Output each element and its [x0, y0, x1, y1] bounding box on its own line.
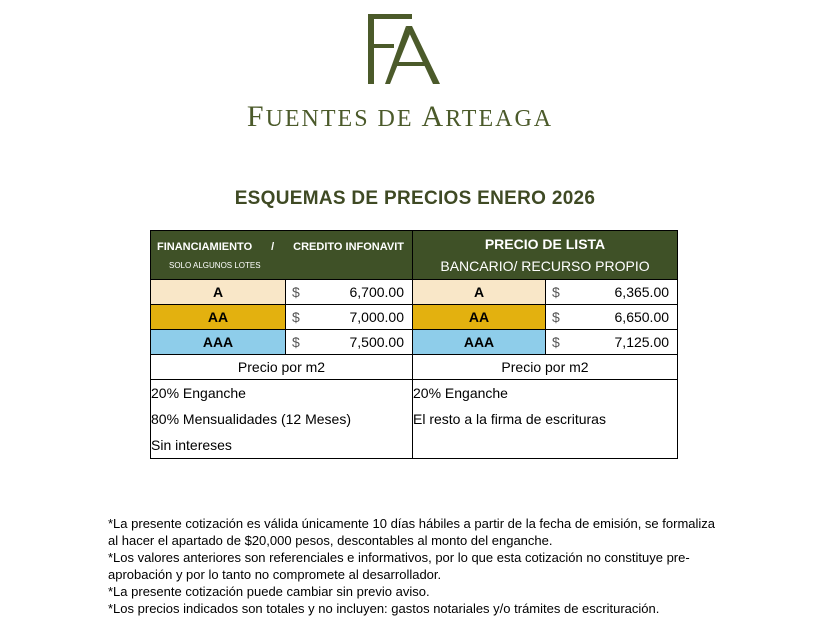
infonavit-label: CREDITO INFONAVIT [293, 240, 404, 253]
fa-monogram-logo [358, 8, 448, 88]
disclaimer-notes [108, 515, 718, 617]
financiamiento-header [151, 231, 413, 280]
condition-line: Sin intereses [151, 437, 232, 453]
financiamiento-label: FINANCIAMIENTO [157, 240, 253, 253]
condition-line: 80% Mensualidades (12 Meses) [151, 411, 351, 427]
unit-label-right: Precio por m2 [413, 355, 678, 380]
class-cell: A [413, 280, 546, 305]
condition-line: 20% Enganche [413, 385, 508, 401]
table-row [151, 305, 678, 330]
price-cell: $ 6,700.00 [286, 280, 413, 305]
conditions-left [151, 380, 413, 459]
class-cell: AA [151, 305, 286, 330]
class-cell: AAA [151, 330, 286, 355]
brand-name: FUENTES DE ARTEAGA [246, 100, 554, 133]
condition-line: El resto a la firma de escrituras [413, 411, 606, 427]
note-line: *Los valores anteriores son referenciales e informativos, por lo que esta cotización no constituye pre-aprobación y por lo tanto no compromete al desarrollador. [108, 550, 690, 582]
lotes-note: SOLO ALGUNOS LOTES [169, 260, 261, 270]
lista-title: PRECIO DE LISTA [484, 236, 606, 252]
note-line: *La presente cotización es válida únicamente 10 días hábiles a partir de la fecha de emisión, se formaliza al hacer el apartado de $20,000 pesos, descontables al monto del enganche. [108, 516, 716, 548]
conditions-right [413, 380, 678, 459]
class-cell: AAA [413, 330, 546, 355]
note-line: *La presente cotización puede cambiar sin previo aviso. [108, 584, 430, 599]
page-title: ESQUEMAS DE PRECIOS ENERO 2026 [234, 188, 596, 209]
price-cell: $ 7,125.00 [546, 330, 678, 355]
lista-subtitle: BANCARIO/ RECURSO PROPIO [440, 258, 650, 274]
price-cell: $ 6,650.00 [546, 305, 678, 330]
header-separator: / [271, 240, 275, 253]
lista-header [413, 231, 678, 280]
price-cell: $ 7,500.00 [286, 330, 413, 355]
table-row [151, 280, 678, 305]
note-line: *Los precios indicados son totales y no incluyen: gastos notariales y/o trámites de escrituración. [108, 601, 660, 616]
class-cell: A [151, 280, 286, 305]
price-cell: $ 7,000.00 [286, 305, 413, 330]
table-row [151, 330, 678, 355]
price-table [150, 230, 678, 459]
class-cell: AA [413, 305, 546, 330]
price-cell: $ 6,365.00 [546, 280, 678, 305]
unit-label-left: Precio por m2 [151, 355, 413, 380]
condition-line: 20% Enganche [151, 385, 246, 401]
